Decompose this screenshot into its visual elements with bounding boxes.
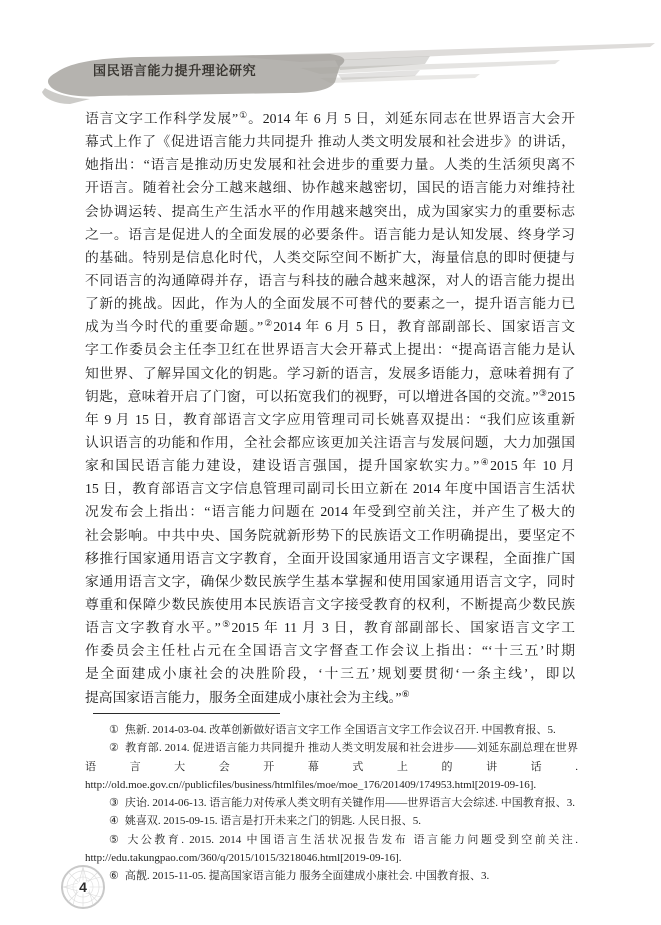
footnote-item <box>85 812 578 830</box>
body-line: 移推行国家通用语言文字教育，全面开设国家通用语言文字课程，全面推广国 <box>85 550 575 566</box>
footnote-marker: ④ <box>109 815 119 828</box>
body-line: 作委员会主任杜占元在全国语言文字督查工作会议上指出：“‘十三五’时期 <box>85 643 575 659</box>
body-line: 了新的挑战。因此，作为人的全面发展不可替代的要素之一，提升语言能力已 <box>85 296 575 312</box>
footnote-marker: ⑥ <box>109 870 119 883</box>
footnote-marker: ③ <box>109 797 119 810</box>
footnote-divider <box>93 713 280 714</box>
footnote-text: 焦新. 2014-03-04. 改革创新做好语言文字工作 全国语言文字工作会议召开. 中国教育报、5. <box>124 724 556 736</box>
chapter-header <box>0 30 661 110</box>
footnote-item <box>85 831 578 868</box>
body-line: 语言文字工作科学发展”①。2014 年 6 月 5 日，刘延东同志在世界语言大会开 <box>85 110 575 126</box>
body-line: 字工作委员会主任李卫红在世界语言大会开幕式上提出：“提高语言能力是认 <box>85 342 575 358</box>
footnote-item <box>85 867 578 885</box>
footnote-list <box>85 721 578 886</box>
footnote-item <box>85 794 578 812</box>
page-number-medallion <box>60 864 106 910</box>
body-line: 年 9 月 15 日，教育部语言文字应用管理司司长姚喜双提出：“我们应该重新 <box>85 411 575 427</box>
body-line: 15 日，教育部语言文字信息管理司副司长田立新在 2014 年度中国语言生活状 <box>85 481 575 497</box>
body-line: 不同语言的沟通障碍并存，语言与科技的融合越来越深，对人的语言能力提出 <box>85 272 575 288</box>
body-line: 幕式上作了《促进语言能力共同提升 推动人类文明发展和社会进步》的讲话， <box>85 134 575 150</box>
body-line: 尊重和保障少数民族使用本民族语言文字接受教育的权利，不断提高少数民族 <box>85 596 575 612</box>
body-line: 家通用语言文字，确保少数民族学生基本掌握和使用国家通用语言文字，同时 <box>85 573 575 589</box>
footnote-text: 庆诒. 2014-06-13. 语言能力对传承人类文明有关键作用——世界语言大会综述. 中国教育报、3. <box>124 797 575 810</box>
body-line: 她指出：“语言是推动历史发展和社会进步的重要力量。人类的生活须臾离不 <box>85 157 575 173</box>
body-line: 的基础。特别是信息化时代，人类交际空间不断扩大，海量信息的即时便捷与 <box>85 249 575 265</box>
page-number: 4 <box>79 879 87 895</box>
footnote-item <box>85 739 578 794</box>
footnote-text: 姚喜双. 2015-09-15. 语言是打开未来之门的钥匙. 人民日报、5. <box>124 815 421 828</box>
footnote-text: 高靓. 2015-11-05. 提高国家语言能力 服务全面建成小康社会. 中国教育报、3. <box>124 870 490 883</box>
body-text <box>85 107 575 709</box>
body-line: 语言文字教育水平。”⑤2015 年 11 月 3 日，教育部副部长、国家语言文字工 <box>85 619 575 636</box>
body-line: 况发布会上指出：“语言能力问题在 2014 年受到空前关注，并产生了极大的 <box>85 504 575 520</box>
body-line: 社会影响。中共中央、国务院就新形势下的民族语文工作明确提出，要坚定不 <box>85 527 575 543</box>
body-line: 成为当今时代的重要命题。”②2014 年 6 月 5 日，教育部副部长、国家语言文 <box>85 318 575 335</box>
body-line: 家和国民语言能力建设，建设语言强国，提升国家软实力。”④2015 年 10 月 <box>85 457 575 474</box>
body-line: 之一。语言是促进人的全面发展的必要条件。语言能力是认知发展、终身学习 <box>85 226 575 242</box>
footnote-text: 教育部. 2014. 促进语言能力共同提升 推动人类文明发展和社会进步——刘延东副总理在世界语言大会开幕式上的讲话. http://old.moe.gov.cn//publicfiles/business/htmlfiles/moe/moe_176/201409/174953.html[2019-09-16]. <box>85 742 578 791</box>
body-line: 钥匙，意味着开启了门窗，可以拓宽我们的视野，可以增进各国的交流。”③2015 <box>85 387 575 404</box>
footnote-text: 大公教育. 2015. 2014 中国语言生活状况报告发布 语言能力问题受到空前关注. http://edu.takungpao.com/360/q/2015/1015/3218046.html[2019-09-16]. <box>85 833 578 865</box>
book-title: 国民语言能力提升理论研究 <box>93 63 257 78</box>
footnote-marker: ⑤ <box>109 833 122 846</box>
footnote-marker: ② <box>109 742 120 755</box>
body-line: 提高国家语言能力，服务全面建成小康社会为主线。”⑥ <box>85 688 410 705</box>
body-line: 知世界、了解异国文化的钥匙。学习新的语言，发展多语能力，意味着拥有了 <box>85 365 575 381</box>
body-line: 会协调运转、提高生产生活水平的作用越来越突出，成为国家实力的重要标志 <box>85 203 575 219</box>
footnote-marker: ① <box>109 724 119 736</box>
body-line: 认识语言的功能和作用，全社会都应该更加关注语言与发展问题，大力加强国 <box>85 434 575 450</box>
footnote-item <box>85 721 578 739</box>
body-line: 开语言。随着社会分工越来越细、协作越来越密切，国民的语言能力对维持社 <box>85 180 575 196</box>
body-line: 是全面建成小康社会的决胜阶段，‘十三五’规划要贯彻‘一条主线’，即以 <box>85 666 575 682</box>
